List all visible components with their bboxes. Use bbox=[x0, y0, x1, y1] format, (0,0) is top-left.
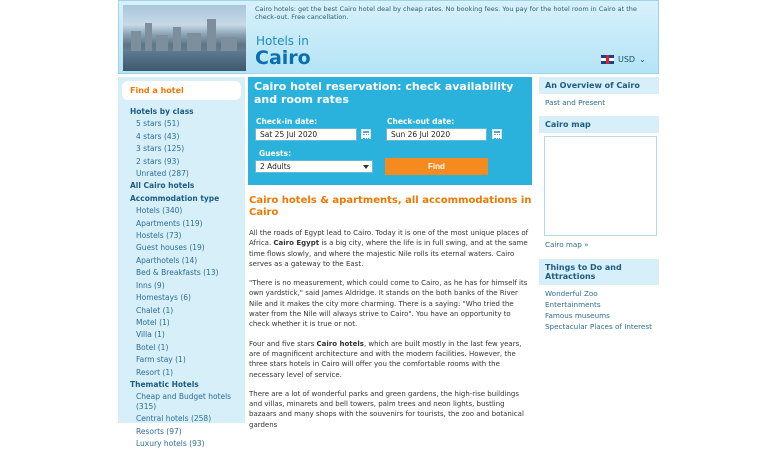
cairo-hotels-bold: Cairo hotels bbox=[316, 339, 364, 348]
checkout-calendar-icon[interactable] bbox=[492, 129, 502, 139]
city-title[interactable]: Cairo bbox=[255, 47, 311, 69]
sidebar-item-hostels[interactable]: Hostels (73) bbox=[136, 231, 182, 241]
header bbox=[118, 0, 659, 74]
sidebar-item-resorts[interactable]: Resorts (97) bbox=[136, 426, 182, 436]
accommodation-type-link[interactable]: Accommodation type bbox=[130, 193, 220, 203]
dropdown-arrow-icon bbox=[363, 165, 369, 169]
main-content bbox=[248, 77, 532, 429]
content-heading: Cairo hotels & apartments, all accommodations in Cairo bbox=[249, 195, 532, 218]
checkin-input[interactable]: Sat 25 Jul 2020 bbox=[255, 128, 357, 141]
sidebar-item-botel[interactable]: Botel (1) bbox=[136, 342, 169, 352]
entertainments-link[interactable]: Entertainments bbox=[545, 299, 601, 309]
paragraph-1: All the roads of Egypt lead to Cairo. Today it is one of the most unique places of Africa. Cairo Egypt is a big city, where the life is in full swing, and at the same time flows slowly, and where the majestic Nile rolls its eternal waters. Cairo serves as a gateway to the East. bbox=[249, 229, 529, 268]
page bbox=[118, 0, 659, 449]
find-button[interactable]: Find bbox=[385, 158, 488, 175]
cairo-photo bbox=[123, 5, 246, 71]
sidebar-item-5-stars[interactable]: 5 stars (51) bbox=[136, 119, 180, 129]
map-title[interactable]: Cairo map bbox=[539, 116, 659, 133]
guests-select[interactable] bbox=[255, 160, 373, 173]
checkin-label: Check-in date: bbox=[256, 117, 318, 126]
past-present-link[interactable]: Past and Present bbox=[545, 98, 606, 107]
paragraph-3: Four and five stars Cairo hotels, which are built mostly in the last few years, are of magnificent architecture and with the modern facilities. However, the three stars hotels in Cairo will offer you the comfortable rooms with the necessary level of service. bbox=[249, 339, 522, 379]
checkin-calendar-icon[interactable] bbox=[361, 129, 371, 139]
checkout-label: Check-out date: bbox=[387, 117, 455, 126]
booking-title: Cairo hotel reservation: check availability and room rates bbox=[254, 80, 514, 106]
guests-label: Guests: bbox=[259, 149, 292, 158]
sidebar-item-apartments[interactable]: Apartments (119) bbox=[136, 218, 203, 228]
sidebar-item-chalet[interactable]: Chalet (1) bbox=[136, 305, 174, 315]
sidebar-item-farm-stay[interactable]: Farm stay (1) bbox=[136, 355, 186, 365]
chevron-down-icon: ⌄ bbox=[639, 55, 646, 64]
currency-label: USD bbox=[618, 55, 636, 64]
header-tagline: Cairo hotels: get the best Cairo hotel deal by cheap rates. No booking fees. You pay for the hotel room in Cairo at the check-out. Free cancellation. bbox=[255, 5, 637, 21]
hotels-by-class-link[interactable]: Hotels by class bbox=[130, 107, 194, 116]
sidebar-item-bed-breakfasts[interactable]: Bed & Breakfasts (13) bbox=[136, 268, 219, 278]
currency-selector[interactable] bbox=[601, 55, 646, 64]
all-hotels-link[interactable]: All Cairo hotels bbox=[130, 181, 195, 191]
sidebar-item-guest-houses[interactable]: Guest houses (19) bbox=[136, 243, 205, 253]
paragraph-2: "There is no measurement, which could come to Cairo, as he has for himself its own yardstick," said James Aldridge. It stands on the both banks of the River Nile and it makes the city more charming. There is a saying: "Who tried the water from the Nile will always strive to Cairo". You have an opportunity to check whether it is true or not. bbox=[249, 279, 528, 329]
hotels-in-label: Hotels in bbox=[256, 34, 309, 48]
sidebar-item-2-stars[interactable]: 2 stars (93) bbox=[136, 156, 180, 166]
sidebar-item-villa[interactable]: Villa (1) bbox=[136, 330, 165, 340]
sidebar-item-inns[interactable]: Inns (9) bbox=[136, 280, 165, 290]
sidebar-item-homestays[interactable]: Homestays (6) bbox=[136, 293, 191, 303]
places-of-interest-link[interactable]: Spectacular Places of Interest bbox=[545, 322, 652, 332]
sidebar-item-4-stars[interactable]: 4 stars (43) bbox=[136, 131, 180, 141]
sidebar-item-resort[interactable]: Resort (1) bbox=[136, 367, 174, 377]
sidebar-item-central[interactable]: Central hotels (258) bbox=[136, 414, 212, 424]
right-sidebar bbox=[539, 77, 659, 333]
find-hotel-tab[interactable]: Find a hotel bbox=[122, 81, 241, 100]
cairo-map[interactable] bbox=[544, 136, 657, 236]
cairo-map-link[interactable]: Cairo map » bbox=[545, 240, 589, 250]
sidebar-item-hotels[interactable]: Hotels (340) bbox=[136, 206, 183, 216]
sidebar-nav bbox=[118, 106, 245, 451]
famous-museums-link[interactable]: Famous museums bbox=[545, 311, 610, 321]
left-sidebar bbox=[118, 77, 245, 449]
paragraph-4: There are a lot of wonderful parks and green gardens, the high-rise buildings and villas, minarets and bell towers, palm trees and neon lights, bustling bazaars and many shops with the souvenirs for tourists, the zoo and botanical gardens bbox=[249, 389, 524, 429]
sidebar-item-motel[interactable]: Motel (1) bbox=[136, 317, 170, 327]
thematic-hotels-link[interactable]: Thematic Hotels bbox=[130, 379, 199, 389]
uk-flag-icon bbox=[601, 55, 614, 64]
todo-title[interactable]: Things to Do and Attractions bbox=[539, 259, 659, 285]
wonderful-zoo-link[interactable]: Wonderful Zoo bbox=[545, 288, 598, 298]
sidebar-item-3-stars[interactable]: 3 stars (125) bbox=[136, 144, 185, 154]
sidebar-item-aparthotels[interactable]: Aparthotels (14) bbox=[136, 255, 198, 265]
cairo-egypt-bold: Cairo Egypt bbox=[273, 239, 320, 248]
checkout-input[interactable]: Sun 26 Jul 2020 bbox=[386, 128, 487, 141]
overview-title[interactable]: An Overview of Cairo bbox=[539, 77, 659, 94]
sidebar-item-cheap-budget[interactable]: Cheap and Budget hotels (315) bbox=[136, 392, 232, 412]
sidebar-item-unrated[interactable]: Unrated (287) bbox=[136, 169, 189, 179]
guests-value: 2 Adults bbox=[260, 162, 291, 171]
booking-form bbox=[248, 77, 532, 185]
sidebar-item-luxury[interactable]: Luxury hotels (93) bbox=[136, 439, 205, 449]
